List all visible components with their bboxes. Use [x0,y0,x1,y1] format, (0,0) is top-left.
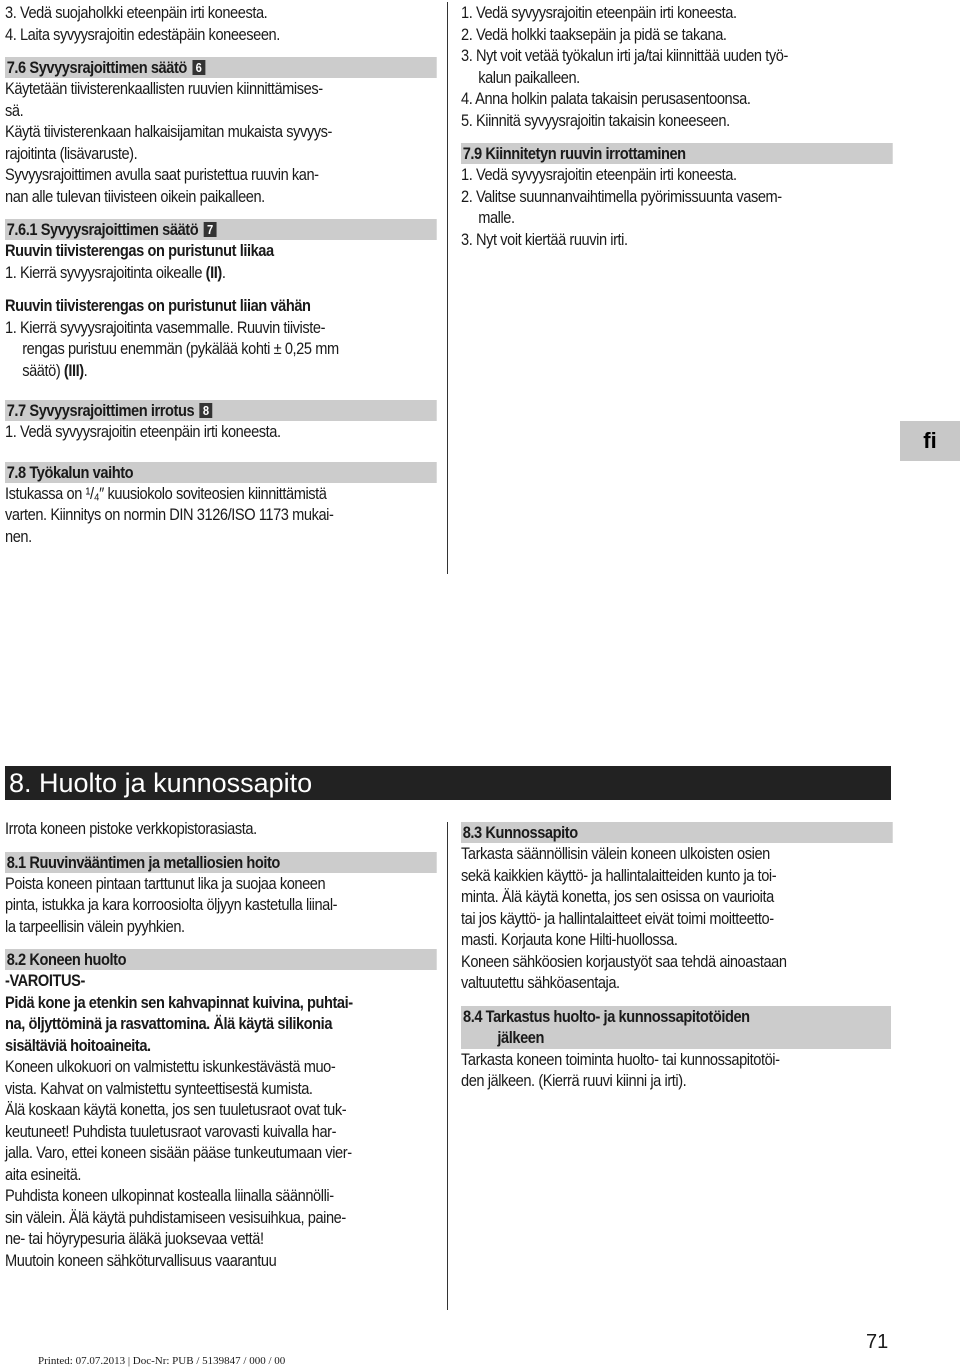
heading-8-3: 8.3 Kunnossapito [461,822,893,843]
paragraph-line: minta. Älä käytä konetta, jos sen osissa on vaurioita [461,887,774,906]
heading-8-1: 8.1 Ruuvinvääntimen ja metalliosien hoito [5,852,437,873]
paragraph-line: valtuutettu sähköasentaja. [461,973,620,992]
top-right-column [461,2,891,250]
paragraph-line: Syvyysrajoittimen avulla saat puristettua ruuvin kan- [5,165,319,184]
warning-line: na, öljyttöminä ja rasvattomina. Älä käytä silikonia [5,1014,333,1033]
heading-8-4-line2: jälkeen [497,1028,544,1047]
paragraph-line: sekä kaikkien käyttö- ja hallintalaitteiden kunto ja toi- [461,865,777,885]
step-3: 3. Nyt voit vetää työkalun irti ja/tai kiinnittää uuden työ- [461,46,788,65]
paragraph-line: Poista koneen pintaan tarttunut lika ja suojaa koneen [5,873,326,893]
heading-8-2: 8.2 Koneen huolto [5,949,437,970]
top-left-column [5,2,435,547]
paragraph-line: jalla. Varo, ettei koneen sisään pääse tunkeutumaan vier- [5,1143,352,1162]
paragraph-line: sin välein. Älä käytä puhdistamiseen vesisuihkua, paine- [5,1207,346,1227]
heading-7-9: 7.9 Kiinnitetyn ruuvin irrottaminen [461,143,893,164]
warning-line: Pidä kone ja etenkin sen kahvapinnat kuivina, puhtai- [5,992,353,1012]
step-3-cont: kalun paikalleen. [478,67,580,87]
paragraph-line: sä. [5,100,24,120]
warning-label: -VAROITUS- [5,971,85,990]
instruction-line: 1. Vedä syvyysrajoitin eteenpäin irti koneesta. [5,422,281,441]
paragraph-line: Muutoin koneen sähköturvallisuus vaarantuu [5,1250,277,1270]
paragraph-line: aita esineitä. [5,1164,82,1184]
step-3: 3. Vedä suojaholkki eteenpäin irti koneesta. [5,3,268,22]
instruction-line: 1. Kierrä syvyysrajoitinta vasemmalle. Ruuvin tiiviste- [5,317,326,337]
instruction-line: 1. Kierrä syvyysrajoitinta oikealle (II). [5,262,226,282]
heading-7-6-1: 7.6.1 Syvyysrajoittimen säätö 7 [5,219,437,240]
heading-8-4-line1: 8.4 Tarkastus huolto- ja kunnossapitotöiden [463,1006,750,1026]
language-tab: fi [900,421,960,461]
paragraph-line: den jälkeen. (Kierrä ruuvi kiinni ja irti). [461,1071,687,1090]
heading-7-6: 7.6 Syvyysrajoittimen säätö 6 [5,57,437,78]
paragraph-line: keutuneet! Puhdista tuuletusraot varovasti kuivalla har- [5,1121,337,1141]
step-2: 2. Valitse suunnanvaihtimella pyörimissuunta vasem- [461,186,782,206]
section-8-title: 8. Huolto ja kunnossapito [5,766,891,800]
subheading-too-little: Ruuvin tiivisterengas on puristunut liian vähän [5,296,311,315]
paragraph-line: pinta, istukka ja kara korroosiolta öljyyn kastetulla liinal- [5,895,338,914]
paragraph-line: Älä koskaan käytä konetta, jos sen tuuletusraot ovat tuk- [5,1100,347,1119]
figure-ref-7: 7 [203,222,216,237]
step-4: 4. Anna holkin palata takaisin perusasentoonsa. [461,89,751,108]
paragraph-line: Puhdista koneen ulkopinnat kostealla liinalla säännölli- [5,1186,334,1205]
subheading-too-much: Ruuvin tiivisterengas on puristunut liikaa [5,241,274,260]
paragraph-line: Koneen sähköosien korjaustyöt saa tehdä ainoastaan [461,951,787,971]
figure-ref-8: 8 [199,403,212,418]
step-1: 1. Vedä syvyysrajoitin eteenpäin irti koneesta. [461,165,737,184]
figure-ref-6: 6 [192,60,205,75]
heading-8-4 [461,1006,891,1049]
paragraph-line: la tarpeellisin välein pyyhkien. [5,916,185,936]
step-4: 4. Laita syvyysrajoitin edestäpäin koneeseen. [5,24,280,44]
step-2-cont: malle. [478,208,515,227]
step-2: 2. Vedä holkki taaksepäin ja pidä se takana. [461,24,727,44]
paragraph-line: Tarkasta koneen toiminta huolto- tai kunnossapitotöi- [461,1049,780,1069]
paragraph-line: Istukassa on ¹/₄″ kuusiokolo soviteosien kiinnittämistä [5,483,327,503]
print-footer: Printed: 07.07.2013 | Doc-Nr: PUB / 5139847 / 000 / 00 [38,1355,286,1367]
heading-7-7: 7.7 Syvyysrajoittimen irrotus 8 [5,400,437,421]
page-number: 71 [866,1331,889,1353]
paragraph-line: Käytetään tiivisterenkaallisten ruuvien kiinnittämises- [5,79,323,98]
intro-line: Irrota koneen pistoke verkkopistorasiasta. [5,819,257,838]
step-1: 1. Vedä syvyysrajoitin eteenpäin irti koneesta. [461,3,737,22]
paragraph-line: vista. Kahvat on valmistettu synteettisestä kumista. [5,1078,313,1098]
column-divider [447,822,448,1310]
paragraph-line: varten. Kiinnitys on normin DIN 3126/ISO 1173 mukai- [5,505,334,524]
paragraph-line: rajoitinta (lisävaruste). [5,143,138,163]
paragraph-line: Käytä tiivisterenkaan halkaisijamitan mukaista syvyys- [5,122,332,141]
instruction-line: säätö) (III). [22,360,88,380]
paragraph-line: tai jos käyttö- ja hallintalaitteet eivät toimi moitteetto- [461,908,774,928]
paragraph-line: masti. Korjauta kone Hilti-huollossa. [461,930,678,949]
section-8-right-column [461,822,891,1092]
step-3: 3. Nyt voit kiertää ruuvin irti. [461,229,628,249]
paragraph-line: nen. [5,526,32,546]
step-5: 5. Kiinnitä syvyysrajoitin takaisin koneeseen. [461,110,730,130]
paragraph-line: Koneen ulkokuori on valmistettu iskunkestävästä muo- [5,1057,336,1076]
instruction-line: rengas puristuu enemmän (pykälää kohti ± 0,25 mm [22,339,339,358]
paragraph-line: ne- tai höyrypesuria äläkä juoksevaa vettä! [5,1229,264,1248]
paragraph-line: nan alle tulevan tiivisteen oikein paikalleen. [5,186,265,206]
paragraph-line: Tarkasta säännöllisin välein koneen ulkoisten osien [461,844,770,863]
section-8-left-column [5,818,435,1271]
heading-7-8: 7.8 Työkalun vaihto [5,462,437,483]
warning-line: sisältäviä hoitoaineita. [5,1035,151,1055]
column-divider [447,2,448,574]
